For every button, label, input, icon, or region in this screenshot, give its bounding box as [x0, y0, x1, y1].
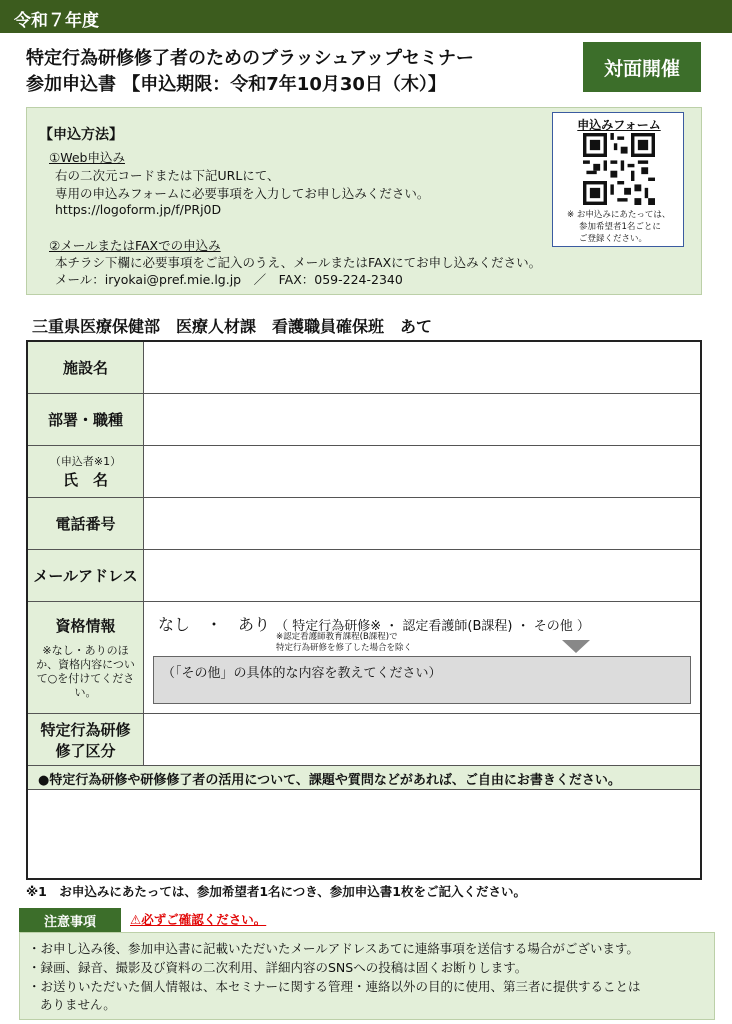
mail-apply-line-2: メール：iryokai@pref.mie.lg.jp ／ FAX：059-224-2340 — [55, 272, 403, 287]
year-label: 令和７年度 — [14, 11, 99, 31]
title-line-1: 特定行為研修修了者のためのブラッシュアップセミナー — [26, 48, 474, 69]
qualification-note: ※なし・ありのほか、資格内容について○を付けてください。 — [36, 644, 135, 699]
qr-code-box — [552, 112, 684, 247]
qr-note-3: ご登録ください。 — [579, 234, 648, 244]
other-detail-input[interactable] — [153, 656, 691, 704]
mail-apply-title: ②メールまたはFAXでの申込み — [49, 238, 221, 253]
notice-box — [19, 932, 715, 1020]
qual-sub-note — [276, 632, 412, 654]
phone-row[interactable] — [28, 498, 700, 550]
notice-item-3b: ありません。 — [40, 997, 116, 1012]
division-label — [28, 714, 144, 765]
notice-warning: ⚠必ずご確認ください。 — [130, 912, 267, 927]
comment-area[interactable] — [28, 790, 700, 878]
division-label-1: 特定行為研修 — [40, 720, 131, 739]
qr-note-2: 参加希望者1名ごとに — [579, 222, 661, 232]
mail-apply-line-1: 本チラシ下欄に必要事項をご記入のうえ、メールまたはFAXにてお申し込みください。 — [55, 255, 542, 270]
qual-none-or-yes[interactable]: なし ・ あり — [158, 615, 271, 634]
notice-item-1: ・お申し込み後、参加申込書に記載いただいたメールアドレスあてに連絡事項を送信する場合がございます。 — [28, 941, 639, 956]
name-row[interactable] — [28, 446, 700, 498]
web-apply-line-2: 専用の申込みフォームに必要事項を入力してお申し込みください。 — [55, 186, 430, 201]
division-label-2: 修了区分 — [55, 741, 116, 760]
division-row[interactable] — [28, 714, 700, 766]
web-apply-url[interactable]: https://logoform.jp/f/PRj0D — [55, 202, 222, 217]
other-detail-prompt: （「その他」の具体的な内容を教えてください） — [162, 666, 442, 681]
facility-row[interactable] — [28, 342, 700, 394]
comment-heading — [28, 766, 700, 790]
down-arrow-icon — [562, 640, 590, 653]
qual-sub-note-1: ※認定看護師教育課程(B課程)で — [276, 632, 398, 642]
qr-note-1: ※ お申込みにあたっては、 — [567, 210, 671, 220]
notice-tab: 注意事項 — [19, 908, 121, 932]
dept-label: 部署・職種 — [28, 394, 144, 445]
qualification-label-text: 資格情報 — [55, 617, 116, 635]
email-label: メールアドレス — [28, 550, 144, 601]
notice-item-3a: ・お送りいただいた個人情報は、本セミナーに関する管理・連絡以外の目的に使用、第三者に提供することは — [28, 979, 641, 994]
qualification-row — [28, 602, 700, 714]
addressee: 三重県医療保健部 医療人材課 看護職員確保班 あて — [32, 317, 433, 336]
qr-title: 申込みフォーム — [577, 118, 661, 132]
web-apply-line-1: 右の二次元コードまたは下記URLにて、 — [55, 168, 280, 183]
name-label-text: 氏 名 — [62, 471, 108, 489]
email-row[interactable] — [28, 550, 700, 602]
facility-label: 施設名 — [28, 342, 144, 393]
header-bar — [0, 0, 732, 33]
qual-sub-note-2: 特定行為研修を修了した場合を除く — [276, 643, 413, 653]
qr-code-image[interactable] — [583, 133, 655, 205]
qr-note — [567, 209, 670, 245]
comment-prompt: ●特定行為研修や研修修了者の活用について、課題や質問などがあれば、ご自由にお書きください。 — [38, 773, 621, 788]
web-apply-title: ①Web申込み — [49, 150, 125, 165]
title-line-2: 参加申込書 【申込期限：令和7年10月30日（木）】 — [26, 74, 446, 95]
qual-detail-options[interactable]: （ 特定行為研修※ ・ 認定看護師(B課程) ・ その他 ） — [275, 619, 590, 634]
phone-label: 電話番号 — [28, 498, 144, 549]
applicant-note: （申込者※1） — [49, 455, 122, 468]
application-form — [26, 340, 702, 880]
apply-method-heading: 【申込方法】 — [39, 127, 123, 143]
notice-item-2: ・録画、録音、撮影及び資料の二次利用、詳細内容のSNSへの投稿は固くお断りします。 — [28, 960, 528, 975]
name-label — [28, 446, 144, 497]
footnote: ※1 お申込みにあたっては、参加希望者1名につき、参加申込書1枚をご記入ください。 — [26, 884, 526, 899]
qualification-label — [28, 602, 144, 713]
in-person-badge: 対面開催 — [583, 42, 701, 92]
dept-row[interactable] — [28, 394, 700, 446]
